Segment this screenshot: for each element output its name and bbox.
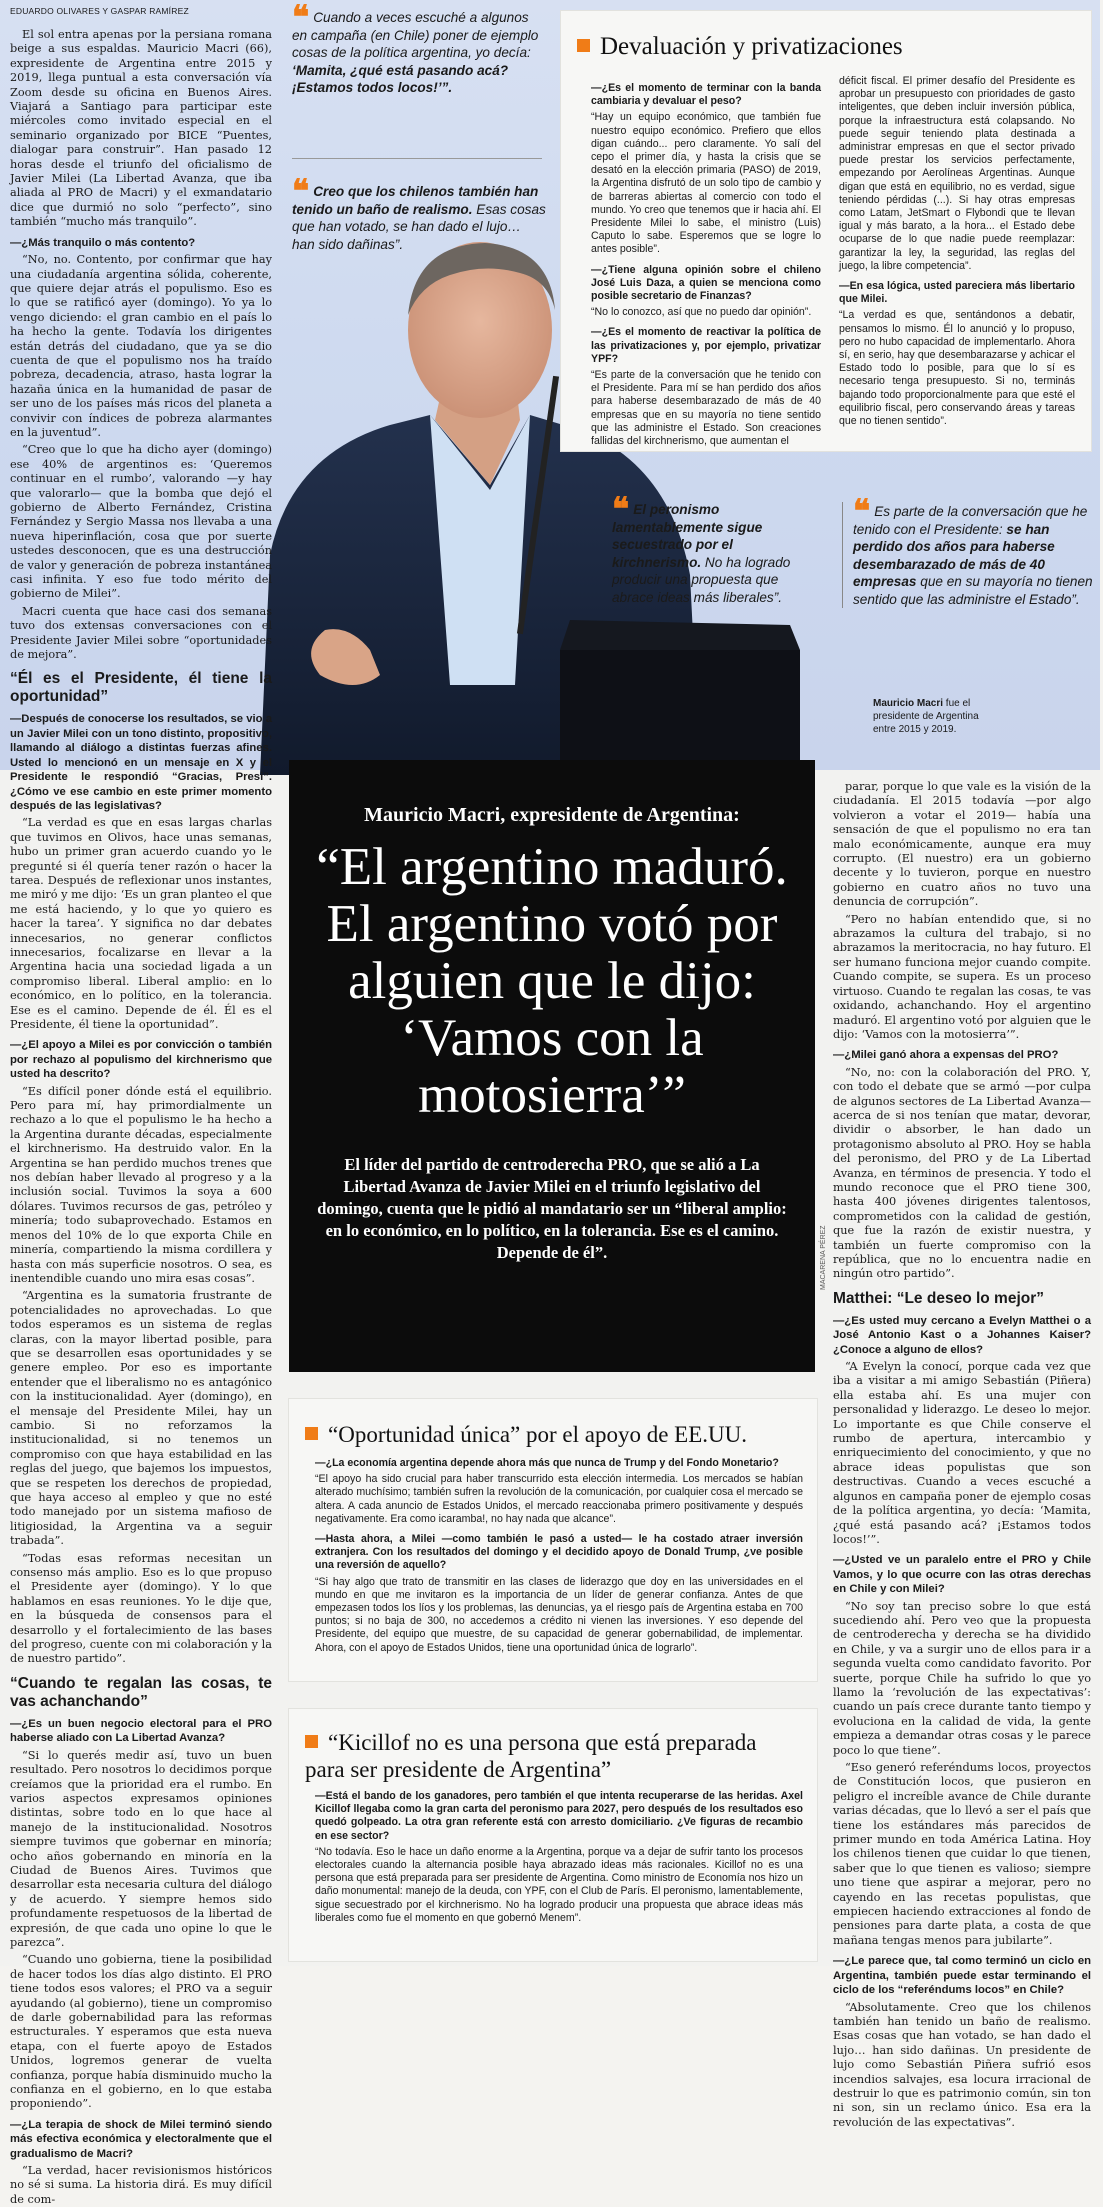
kicker: Mauricio Macri, expresidente de Argentina: [364, 804, 740, 826]
box-title: Devaluación y privatizaciones [577, 33, 1091, 61]
pull-quote-2: ❝ Creo que los chilenos también han tenido un baño de realismo. Esas cosas que han votado, se han dado el lujo… han sido dañinas”. [292, 172, 546, 252]
subheading: “Cuando te regalan las cosas, te vas achanchando” [10, 1674, 272, 1710]
question: —¿Es usted muy cercano a Evelyn Matthei o a José Antonio Kast o a Johannes Kaiser? ¿Conoce a alguno de ellos? [833, 1314, 1091, 1356]
deck: El líder del partido de centroderecha PRO, que se alió a La Libertad Avanza de Javier Milei en el triunfo legislativo del domingo, cuenta que le pidió al mandatario ser un “liberal amplio: en lo económico, en lo político, en la tolerancia. Ese es el camino. Depende de él”. [317, 1155, 787, 1262]
paragraph: “No soy tan preciso sobre lo que está sucediendo ahí. Pero veo que la propuesta de centroderecha y derecha se ha dividido en Chile, y va a surgir uno de ellos para ir a segunda vuelta como candidato favorito. Por suerte, porque Chile ha sufrido lo que yo llamo la ‘revolución de las expectativas’: cuando un país crece durante tanto tiempo y evoluciona en la calidad de vida, la gente empieza a demandar otras cosas y le parece poco lo que tiene”. [833, 1599, 1091, 1757]
column-left [10, 28, 272, 2206]
question: —¿Milei ganó ahora a expensas del PRO? [833, 1049, 1059, 1062]
question: —¿Tiene alguna opinión sobre el chileno José Luis Daza, a quien se menciona como posible secretario de Finanzas? [591, 263, 821, 303]
quote-mark-icon: ❝ [292, 172, 310, 210]
answer: “Es parte de la conversación que he tenido con el Presidente. Para mí se han perdido dos años para haberse desembarazado de más de 40 empresas que en su mayoría no tiene sentido que las administre el Estado. Son creaciones fallidas del kirchnerismo, que aumentan el [591, 369, 821, 448]
paragraph: parar, porque lo que vale es la visión de la ciudadanía. El 2015 todavía —por algo volvieron a votar el 2019— había una sensación de que el populismo no era tan malo económicamente, aunque era muy corrupto. (El nuestro) era un gobierno decente y lo tuvieron, porque en nuestro gobierno en cuatro años no tuvo una denuncia de corrupción”. [833, 780, 1091, 909]
headline: “El argentino maduró. El argentino votó por alguien que le dijo: ‘Vamos con la motosierra’” [316, 838, 788, 1124]
paragraph: “La verdad es que en esas largas charlas que tuvimos en Olivos, hace unas semanas, hubo un primer gran acuerdo cuando yo le pregunté si él quería tener razón o hacer la tarea. Después de reflexionar unos instantes, me miró y me dijo: ‘Es un gran planteo el que me está haciendo, y lo que yo quiero es hacer la tarea’. Y significa no dar debates innecesarios, no generar conflictos innecesarios, focalizarse en llevar a la Argentina hacia una sociedad ligada a un compromiso liberal. Liberal amplio: en lo económico, en lo político, en la tolerancia. Ese es el camino. Depende de él. Él es el Presidente, él tiene la oportunidad”. [10, 816, 272, 1031]
paragraph: “Creo que lo que ha dicho ayer (domingo) ese 40% de argentinos es: ‘Queremos continuar en el rumbo’, valorando —y hay que valorarlo— que la bomba que dejó el gobierno de Alberto Fernández, Cristina Fernández y Sergio Massa nos llevaba a una nueva hiperinflación, cosa que por suerte ustedes desconocen, que es una destrucción de valor y generación de pobreza instantánea casi infinita. Y eso fue todo mérito del gobierno de Milei”. [10, 443, 272, 601]
headline-box [289, 760, 815, 1372]
answer: “No lo conozco, así que no puedo dar opinión”. [591, 306, 812, 319]
question: —¿La economía argentina depende ahora más que nunca de Trump y del Fondo Monetario? [315, 1457, 779, 1469]
sidebar-eeuu [288, 1398, 818, 1682]
answer: “La verdad es que, sentándonos a debatir, pensamos lo mismo. Él lo anunció y lo propuso, pero no hubo capacidad de implementarlo. Ahora sí, en serio, hay que desembarazarse y achicar el Estado todo lo posible, para que lo sí es necesario tenga presupuesto. Si no, terminás bajando todo proporcionalmente para que esté el equilibrio fiscal, pero conservando áreas y tareas que no tienen sentido”. [839, 309, 1075, 428]
paragraph: “Pero no habían entendido que, si no abrazamos la cultura del trabajo, si no abrazamos la meritocracia, no hay futuro. El ser humano funciona mejor cuando compite. Cuando compite, se supera. Es un proceso virtuoso. Cuando te regalan las cosas, te vas oxidando, achanchando. Hoy el argentino maduró. El argentino votó por alguien que le dijo: ‘Vamos con la motosierra’”. [833, 912, 1091, 1041]
question: —¿Le parece que, tal como terminó un ciclo en Argentina, también puede estar terminando el ciclo de los “referéndums locos” en Chile? [833, 1955, 1091, 1997]
subheading: Matthei: “Le deseo lo mejor” [833, 1289, 1045, 1307]
answer: “Si hay algo que trato de transmitir en las clases de liderazgo que doy en las universidades en el mundo en que me invitaron es la importancia de un líder de generar confianza. Antes de que empezasen todos los líos y los problemas, las denuncias, ya el riesgo país de Argentina estaba en 700 puntos; si no baja de 300, no accedemos a crédito ni vienen las inversiones. Y eso depende del Presidente, del equipo que muestre, de su capacidad de generar gobernabilidad, de implementar. Ahora, con el apoyo de Estados Unidos, tiene una oportunidad única de lograrlo”. [315, 1575, 803, 1654]
quote-mark-icon: ❝ [292, 0, 310, 36]
question: —En esa lógica, usted pareciera más libertario que Milei. [839, 280, 1075, 306]
question: —¿Usted ve un paralelo entre el PRO y Chile Vamos, y lo que ocurre con las otras derechas en Chile y con Milei? [833, 1554, 1091, 1596]
paragraph: “Argentina es la sumatoria frustrante de potencialidades no aprovechadas. Lo que todos esperamos es un sistema de reglas claras, con la mayor libertad posible, para que se desarrollen esas oportunidades y se genere empleo. Por eso es importante entender que el liberalismo no es antagónico con la institucionalidad. Ayer (domingo), en el mensaje del Presidente Milei, hay un cambio. Si no reforzamos la institucionalidad, si no tenemos un compromiso con que haya estabilidad en las reglas del juego, que bajemos los impuestos, que se respeten los derechos de propiedad, que haya acceso al empleo y que no esté todo manejado por un sistema mafioso de litigiosidad, la Argentina va a seguir trabada”. [10, 1289, 272, 1548]
question: —¿La terapia de shock de Milei terminó siendo más efectiva económica y electoralmente que el gradualismo de Macri? [10, 2118, 272, 2160]
paragraph: “Eso generó referéndums locos, proyectos de Constitución locos, que pusieron en peligro el increíble avance de Chile durante varias décadas, que lo llevó a ser el país que tiene los estándares más parecidos de primer mundo en toda América Latina. Hoy los chilenos tienen que cuidar lo que tienen, saber que lo que tienen es valioso; siempre uno tiene que aspirar a mejorar, pero no cayendo en las recetas populistas, que empiecen haciendo extracciones al fondo de pensiones para darte plata, a costa de que mañana tengas menos para jubilarte”. [833, 1761, 1091, 1947]
question: —¿Más tranquilo o más contento? [10, 236, 196, 249]
paragraph: “Es difícil poner dónde está el equilibrio. Pero para mí, hay primordialmente un rechazo a lo que el populismo le ha hecho a la Argentina durante décadas, especialmente el kirchnerismo. Ha destruido valor. En la Argentina se han perdido muchos trenes que nos debían haber llevado al progreso y a la inclusión social. Tuvimos la soya a 600 dólares. Tuvimos recursos de gas, petróleo y minería; todo subaprovechado. Estamos en menos del 10% de lo que exporta Chile en minería, compartiendo la misma cordillera y hasta con más superficie nosotros. O sea, es inentendible cuando uno mira esas cosas”. [10, 1084, 272, 1285]
byline: EDUARDO OLIVARES Y GASPAR RAMÍREZ [10, 6, 189, 16]
answer: “No todavía. Eso le hace un daño enorme a la Argentina, porque va a dejar de sufrir tanto los procesos electorales cuando la alternancia posible haya abrazado ideas más racionales. Kicillof no es una persona que está preparada para ser presidente de Argentina. Como ministro de Economía nos hizo un daño monumental: manejo de la deuda, con YPF, con el Club de París. El peronismo, lamentablemente, sigue secuestrado por el kirchnerismo. No ha logrado producir una propuesta que abrace ideas más liberales como fue el momento en que gobernó Menem”. [315, 1845, 803, 1924]
paragraph: “Si lo querés medir así, tuvo un buen resultado. Pero nosotros lo decidimos porque creíamos que la prioridad era el rumbo. En varios aspectos expresamos opiniones distintas, sobre todo en lo que hace al manejo de la institucionalidad. Nosotros siempre tuvimos que gobernar en minoría; ocho años gobernando en minoría en la Ciudad de Buenos Aires. Tuvimos que desarrollar esta necesaria cultura del diálogo y de acuerdo. Y siempre hemos sido profundamente respetuosos de la libertad de expresión, de que cada uno opine lo que le parezca”. [10, 1748, 272, 1949]
paragraph: “No, no: con la colaboración del PRO. Y, con todo el debate que se armó —por culpa de algunos sectores de La Libertad Avanza— acerca de si nos tenían que matar, devorar, dividir o absorber, le han dado un protagonismo absoluto al PRO. Hoy se habla del peronismo, del PRO y de La Libertad Avanza, en términos de presencia. Y todo el mundo reconoce que el PRO tiene 300, hasta 400 jóvenes dirigentes talentosos, comprometidos con la calidad de gestión, que fue la razón de existir nuestra, y también un fuerte compromiso con la república, que no lo encuentra nadie en ningún otro partido”. [833, 1065, 1091, 1281]
question: —Está el bando de los ganadores, pero también el que intenta recuperarse de las heridas. Axel Kicillof llegaba como la gran carta del peronismo para 2027, pero después de los resultados eso quedó golpeado. La otra gran referente está con arresto domiciliario. ¿Ve figuras de recambio en ese sector? [315, 1790, 803, 1842]
paragraph: “A Evelyn la conocí, porque cada vez que iba a visitar a mi amigo Sebastián (Piñera) ella estaba ahí. Es una mujer con personalidad y liderazgo. Le deseo lo mejor. Lo importante es que Chile conserve el rumbo de apertura, intercambio y enriquecimiento del conocimiento, y que no abrace ideas populistas que son destructivas. Cuando a veces escuché a algunos en campaña poner de ejemplo cosas de la política argentina, yo decía: ‘Mamita, ¿qué está pasando acá? ¡Estamos todos locos!’”. [833, 1360, 1091, 1546]
paragraph: Macri cuenta que hace casi dos semanas tuvo dos extensas conversaciones con el Presidente Javier Milei sobre “oportunidades de mejora”. [10, 604, 272, 662]
box-text [315, 1457, 803, 1655]
question: —Hasta ahora, a Milei —como también le pasó a usted— le ha costado atraer inversión extranjera. Con los resultados del domingo y el decidido apoyo de Donald Trump, ¿ve posible una reversión de aquello? [315, 1533, 803, 1572]
question: —¿Es el momento de terminar con la banda cambiaria y devaluar el peso? [591, 82, 821, 108]
pull-quote-4: ❝ Es parte de la conversación que he tenido con el Presidente: se han perdido dos años para haberse desembarazado de más de 40 empresas que en su mayoría no tienen sentido que las administre el Estado”. [842, 502, 1103, 608]
column-right [833, 780, 1091, 2129]
pull-quote-3: ❝ El peronismo lamentablemente sigue secuestrado por el kirchnerismo. No ha logrado producir una propuesta que abrace ideas más liberales”. [612, 490, 791, 605]
answer: déficit fiscal. El primer desafío del Presidente es aprobar un presupuesto con prioridades de gasto inteligentes, que deben incluir inversión pública, porque la infraestructura está colapsando. No puede seguir teniendo plata destinada a administrar empresas en que el sector privado puede prestar los servicios perfectamente, empezando por Aerolíneas Argentinas. Aunque digan que está en equilibrio, no es verdad, sigue teniendo pérdidas (...). Si hay otras empresas como Latam, JetSmart o Flybondi que te llevan igual y más barato, a la hora... el Estado debe ocuparse de lo que nadie puede reemplazar: garantizar la ley, la seguridad, las reglas del juego, la libre competencia”. [839, 75, 1075, 272]
quote-mark-icon: ❝ [612, 490, 630, 528]
question: —¿El apoyo a Milei es por convicción o también por rechazo al populismo del kirchnerismo que usted ha descrito? [10, 1039, 272, 1081]
box-text [315, 1790, 803, 1925]
paragraph: “No, no. Contento, por confirmar que hay una ciudadanía argentina sólida, coherente, que quiere dejar atrás el populismo. Eso es lo que se ratificó ayer (domingo). Yo ya lo vengo diciendo: el gran cambio en el país lo ha hecho la gente. Todavía los dirigentes están detrás del ciudadano, que ya se dio cuenta de que el populismo nos ha traído pobreza, decadencia, atraso, hasta lograr la hazaña única en la humanidad de pasar de ser uno de los países más ricos del planeta a convivir con índices de pobreza alarmantes en la juventud”. [10, 253, 272, 439]
box-title: “Oportunidad única” por el apoyo de EE.UU. [305, 1421, 817, 1449]
box-title: “Kicillof no es una persona que está preparada para ser presidente de Argentina” [305, 1730, 757, 1782]
sidebar-devaluacion [560, 10, 1092, 452]
photo-credit: MACARENA PÉREZ [820, 1225, 827, 1290]
box-column-left [591, 75, 821, 451]
paragraph: “Absolutamente. Creo que los chilenos también han tenido un baño de realismo. Esas cosas que han votado, se han dado el lujo… han sido dañinas. Un presidente de lujo como Sebastián Piñera sufrió esos incendios salvajes, esa locura irracional de destruir lo que es patrimonio común, sin ton ni son, sin un reclamo único. Esa era la revolución de las expectativas”. [833, 2000, 1091, 2129]
square-bullet-icon [305, 1427, 318, 1440]
question: —¿Es un buen negocio electoral para el PRO haberse aliado con La Libertad Avanza? [10, 1717, 272, 1745]
pull-quote-1: ❝ Cuando a veces escuché a algunos en campaña (en Chile) poner de ejemplo cosas de la política argentina, yo decía: ‘Mamita, ¿qué está pasando acá? ¡Estamos todos locos!’”. [292, 0, 539, 95]
square-bullet-icon [577, 39, 590, 52]
question: —Después de conocerse los resultados, se vio a un Javier Milei con un tono distinto, propositivo, llamando al diálogo a distintas fuerzas afines. Usted lo mencionó en un mensaje en X y el Presidente le respondió “Gracias, Presi”. ¿Cómo ve ese cambio en este primer momento después de las legislativas? [10, 713, 272, 812]
subheading: “Él es el Presidente, él tiene la oportunidad” [10, 670, 272, 706]
paragraph: El sol entra apenas por la persiana romana beige a sus espaldas. Mauricio Macri (66), expresidente de Argentina entre 2015 y 2019, llega puntual a esta conversación vía Zoom desde su oficina en Buenos Aires. Viajará a Santiago para participar este miércoles como invitado especial en el seminario organizado por BICE “Puentes, dialogar para construir”. Han pasado 12 horas desde el triunfo del oficialismo de Javier Milei (La Libertad Avanza, que iba aliada al PRO de Macri) y el exmandatario dice que durmió no solo “perfecto”, sino también “mucho más tranquilo”. [10, 28, 272, 229]
box-column-right [839, 75, 1075, 431]
photo-caption: Mauricio Macri fue el presidente de Argentina entre 2015 y 2019. [873, 698, 979, 735]
paragraph: “La verdad, hacer revisionismos históricos no sé si suma. La historia dirá. Es muy difícil de com- [10, 2164, 272, 2206]
divider [292, 158, 542, 159]
sidebar-kicillof [288, 1708, 818, 1962]
quote-mark-icon: ❝ [853, 492, 871, 530]
question: —¿Es el momento de reactivar la política de las privatizaciones y, por ejemplo, privatizar YPF? [591, 326, 821, 365]
paragraph: “Cuando uno gobierna, tiene la posibilidad de hacer todos los días algo distinto. El PRO tiene todos esos valores; el PRO va a seguir ayudando (al gobierno), tiene un compromiso de darle gobernabilidad para las reformas estructurales. Y esperamos que esta nueva etapa, con el fuerte apoyo de Estados Unidos, logremos generar de vuelta confianza, porque había disminuido mucho la confianza en el gobierno, en lo que estaba proponiendo”. [10, 1953, 272, 2111]
answer: “Hay un equipo económico, que también fue nuestro equipo económico. Prefiero que ellos digan cuándo... pero claramente. Yo salí del cepo el primer día, y hasta la crisis que se desató en la elección primaria (PASO) de 2019, la Argentina disfrutó de un solo tipo de cambio y de barreras abiertas al comercio con todo el mundo. Yo creo que tenemos que ir hacia ahí. El Presidente Milei lo sabe, el ministro (Luis) Caputo lo sabe. Esperemos que se logre lo antes posible”. [591, 111, 821, 256]
paragraph: “Todas esas reformas necesitan un consenso más amplio. Eso es lo que propuso el Presidente ayer (domingo). Y lo que hablamos en esas reuniones. Yo le dije que, en la búsqueda de consensos para el desarrollo y el fortalecimiento de las bases del progreso, cuente con mi colaboración y la de nuestro partido”. [10, 1551, 272, 1666]
square-bullet-icon [305, 1735, 318, 1748]
answer: “El apoyo ha sido crucial para haber transcurrido esta elección intermedia. Los mercados se habían alterado muchísimo; también sufren la revolución de la comunicación, por cualquier cosa el mercado se altera. A cada anuncio de Estados Unidos, el mercado reaccionaba primero positivamente y después negativamente. Era como icaramba!, no hay nada que alcance”. [315, 1473, 803, 1525]
